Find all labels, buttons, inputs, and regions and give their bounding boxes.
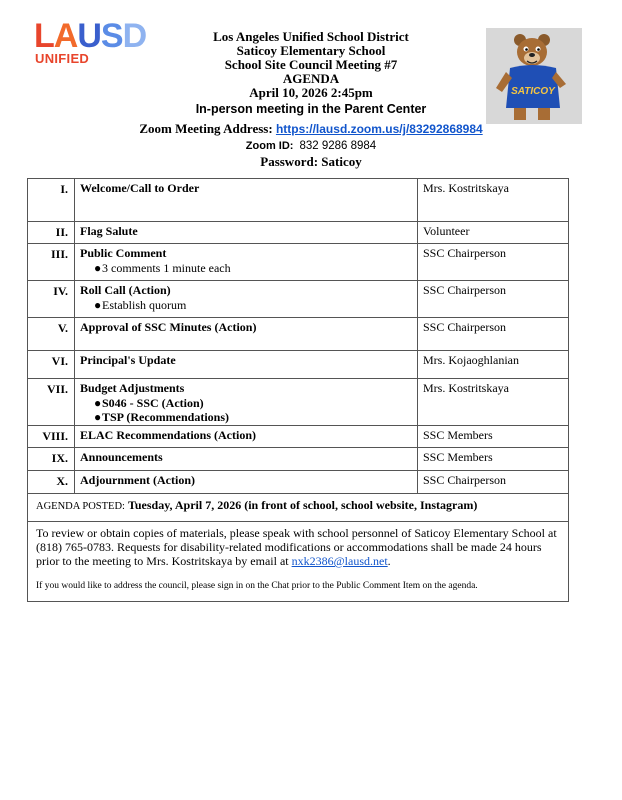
password-label: Password: xyxy=(260,154,319,169)
agenda-item-presenter: SSC Chairperson xyxy=(418,281,569,318)
agenda-item-presenter: Mrs. Kostritskaya xyxy=(418,379,569,426)
agenda-item-title: ELAC Recommendations (Action) xyxy=(80,428,256,442)
zoom-address-label: Zoom Meeting Address: xyxy=(139,121,273,136)
agenda-subitem: ● S046 - SSC (Action) xyxy=(94,396,204,410)
agenda-item-title: Adjournment (Action) xyxy=(80,473,195,487)
agenda-item-presenter: SSC Chairperson xyxy=(418,318,569,351)
in-person-note: In-person meeting in the Parent Center xyxy=(195,102,427,116)
agenda-row xyxy=(28,281,569,318)
agenda-posted-row xyxy=(28,494,569,522)
agenda-row xyxy=(28,448,569,471)
password-value: Saticoy xyxy=(321,154,362,169)
agenda-item-number: V. xyxy=(28,318,75,351)
logo-letter: U xyxy=(77,17,101,55)
zoom-meeting-link[interactable]: https://lausd.zoom.us/j/83292868984 xyxy=(275,122,483,136)
agenda-row xyxy=(28,179,569,222)
agenda-item-presenter: Volunteer xyxy=(418,222,569,244)
agenda-item-title: Welcome/Call to Order xyxy=(80,181,200,195)
agenda-posted-label: AGENDA POSTED: xyxy=(36,501,125,512)
accommodations-notice: To review or obtain copies of materials, please speak with school personnel of Saticoy Elementary School at (818) 765-0783. Requests for disability-related modifications or accommodations shall be made 24 hours prior to the meeting to Mrs. Kostritskaya by email at nxk2386@lausd.net. xyxy=(36,526,557,568)
agenda-item-number: III. xyxy=(28,244,75,281)
agenda-item-title: Roll Call (Action) xyxy=(80,283,171,297)
bullet-icon: ● xyxy=(94,261,102,275)
agenda-item-title: Public Comment xyxy=(80,246,167,260)
agenda-item-title: Budget Adjustments xyxy=(80,381,185,395)
agenda-subitem: ● Establish quorum xyxy=(94,298,187,312)
agenda-subitem: ● 3 comments 1 minute each xyxy=(94,261,231,275)
logo-letter: D xyxy=(122,17,147,55)
logo-letter: L xyxy=(34,17,54,55)
agenda-row xyxy=(28,318,569,351)
bullet-icon: ● xyxy=(94,298,102,312)
contact-email-link[interactable]: nxk2386@lausd.net xyxy=(291,554,388,568)
saticoy-bear-mascot-icon xyxy=(486,28,582,124)
agenda-item-number: VI. xyxy=(28,351,75,379)
zoom-address-row xyxy=(130,121,492,137)
agenda-row xyxy=(28,244,569,281)
agenda-row xyxy=(28,379,569,426)
agenda-item-title: Announcements xyxy=(80,450,163,464)
agenda-subitem: ● TSP (Recommendations) xyxy=(94,410,229,424)
zoom-id-row xyxy=(130,137,492,154)
agenda-item-presenter: SSC Chairperson xyxy=(418,244,569,281)
agenda-table xyxy=(27,178,569,602)
agenda-row xyxy=(28,351,569,379)
agenda-label: AGENDA xyxy=(282,71,340,86)
agenda-item-number: VIII. xyxy=(28,426,75,448)
meeting-title: School Site Council Meeting #7 xyxy=(224,57,398,72)
agenda-posted-value: Tuesday, April 7, 2026 (in front of school, school website, Instagram) xyxy=(127,498,478,512)
district-name: Los Angeles Unified School District xyxy=(213,29,409,44)
logo-letter: A xyxy=(53,17,78,55)
zoom-id-value: 832 9286 8984 xyxy=(299,140,377,152)
agenda-item-number: IX. xyxy=(28,448,75,471)
agenda-item-number: I. xyxy=(28,179,75,222)
agenda-item-title: Approval of SSC Minutes (Action) xyxy=(80,320,257,334)
zoom-id-label: Zoom ID: xyxy=(245,140,294,152)
password-row xyxy=(130,154,492,169)
agenda-item-presenter: SSC Chairperson xyxy=(418,471,569,494)
school-phone: (818) 765-0783 xyxy=(36,540,111,554)
agenda-item-presenter: SSC Members xyxy=(418,448,569,471)
logo-subtitle: UNIFIED xyxy=(35,51,90,66)
agenda-item-title: Flag Salute xyxy=(80,224,138,238)
mascot-jersey-text: SATICOY xyxy=(511,86,555,97)
meeting-datetime: April 10, 2026 2:45pm xyxy=(249,85,373,100)
agenda-item-number: X. xyxy=(28,471,75,494)
agenda-item-presenter: Mrs. Kostritskaya xyxy=(418,179,569,222)
agenda-item-number: II. xyxy=(28,222,75,244)
agenda-item-title: Principal's Update xyxy=(80,353,176,367)
agenda-item-presenter: SSC Members xyxy=(418,426,569,448)
logo-letter: S xyxy=(100,17,123,55)
agenda-item-number: VII. xyxy=(28,379,75,426)
agenda-row xyxy=(28,471,569,494)
agenda-item-number: IV. xyxy=(28,281,75,318)
agenda-row xyxy=(28,426,569,448)
notice-row xyxy=(28,522,569,602)
chat-sign-in-note: If you would like to address the council, please sign in on the Chat prior to the Public Comment Item on the agenda. xyxy=(36,581,478,591)
agenda-item-presenter: Mrs. Kojaoghlanian xyxy=(418,351,569,379)
agenda-row xyxy=(28,222,569,244)
bullet-icon: ● xyxy=(94,410,102,424)
bullet-icon: ● xyxy=(94,396,102,410)
school-name: Saticoy Elementary School xyxy=(236,43,386,58)
meeting-header xyxy=(130,30,492,169)
